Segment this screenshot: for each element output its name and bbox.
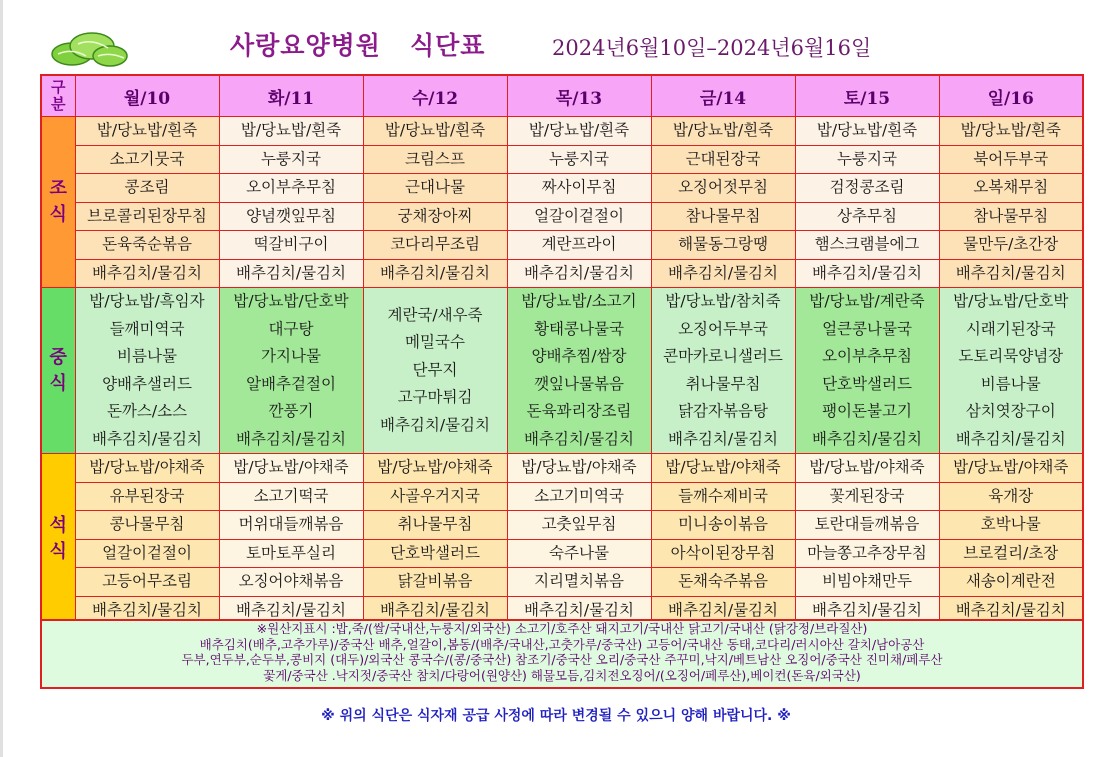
- menu-item: 배추김치/물김치: [811, 429, 923, 448]
- origin-line: 두부,연두부,순두부,콩비지 (대두)/외국산 콩국수/(콩/중국산) 참조기/중국산 오리/중국산 주꾸미,낙지/베트남산 오징어/중국산 진미채/페루산: [181, 652, 943, 667]
- menu-item: 양배추찜/쌈장: [531, 347, 627, 365]
- menu-item: 밥/당뇨밥/흰죽: [363, 117, 507, 146]
- menu-item: 닭갈비볶음: [363, 568, 507, 597]
- menu-item: 들깨수제비국: [651, 482, 795, 511]
- menu-item: 크림스프: [363, 145, 507, 174]
- menu-item: 참나물무침: [939, 202, 1083, 231]
- menu-item: 깻잎나물볶음: [534, 374, 624, 393]
- menu-item: 밥/당뇨밥/야채죽: [651, 454, 795, 483]
- menu-item: 누룽지국: [507, 145, 651, 174]
- day-header: 금/14: [651, 75, 795, 117]
- menu-item: 지리멸치볶음: [507, 568, 651, 597]
- menu-item: 짜사이무침: [507, 174, 651, 203]
- menu-item: 머위대들깨볶음: [219, 511, 363, 540]
- menu-item: 취나물무침: [363, 511, 507, 540]
- menu-item: 북어두부국: [939, 145, 1083, 174]
- menu-item: 밥/당뇨밥/흰죽: [939, 117, 1083, 146]
- menu-item: 토마토푸실리: [219, 539, 363, 568]
- menu-item: 배추김치/물김치: [219, 596, 363, 625]
- menu-item: 비름나물: [980, 374, 1041, 393]
- menu-item: 아삭이된장무침: [651, 539, 795, 568]
- menu-item: 얼갈이겉절이: [75, 539, 219, 568]
- menu-item: 돈육꽈리장조림: [526, 402, 632, 420]
- menu-item: 밥/당뇨밥/소고기: [521, 292, 637, 310]
- menu-item: 물만두/초간장: [939, 231, 1083, 260]
- menu-item: 햄스크램블에그: [795, 231, 939, 260]
- menu-item: 콩나물무침: [75, 511, 219, 540]
- menu-item: 사골우거지국: [363, 482, 507, 511]
- menu-item: 고구마튀김: [397, 388, 473, 407]
- meal-label: 중 식: [41, 288, 75, 454]
- cabbage-leaves-icon: [50, 26, 130, 70]
- day-header: 수/12: [363, 75, 507, 117]
- origin-line: 배추김치(배추,고추가루)/중국산 배추,얼갈이,봄동/(배추/국내산,고춧가루/중국산) 고등어/국내산 동태,코다리/러시아산 갈치/남아공산: [199, 636, 925, 652]
- menu-item: 떡갈비구이: [219, 231, 363, 260]
- menu-item: 배추김치/물김치: [939, 596, 1083, 625]
- day-header: 월/10: [75, 75, 219, 117]
- menu-item: 오징어두부국: [678, 319, 768, 338]
- menu-item: 단무지: [412, 360, 458, 379]
- menu-item: 배추김치/물김치: [507, 259, 651, 288]
- menu-item: 배추김치/물김치: [75, 596, 219, 625]
- origin-line: 꽃게/중국산 .낙지젓/중국산 참치/다랑어(원양산) 해물모듬,김치전오징어/(오징어/페루산),베이컨(돈육/외국산): [263, 667, 861, 683]
- menu-item: 돈까스/소스: [106, 402, 188, 420]
- menu-item: 오이부추무침: [822, 347, 912, 365]
- menu-item: 돈육죽순볶음: [75, 231, 219, 260]
- header: [40, 22, 1084, 72]
- menu-item: 배추김치/물김치: [235, 429, 347, 448]
- menu-item: 밥/당뇨밥/야채죽: [939, 454, 1083, 483]
- menu-item: 호박나물: [939, 511, 1083, 540]
- menu-item: 브로컬리/초장: [939, 539, 1083, 568]
- meal-label: 조 식: [41, 117, 75, 288]
- menu-item: 소고기떡국: [219, 482, 363, 511]
- menu-day-cell: [219, 288, 363, 454]
- menu-item: 밥/당뇨밥/흰죽: [795, 117, 939, 146]
- menu-item: 꽃게된장국: [795, 482, 939, 511]
- menu-item: 배추김치/물김치: [795, 596, 939, 625]
- day-header: 토/15: [795, 75, 939, 117]
- menu-item: 삼치엿장구이: [965, 402, 1056, 420]
- menu-item: 밥/당뇨밥/흰죽: [219, 117, 363, 146]
- menu-item: 밥/당뇨밥/야채죽: [363, 454, 507, 483]
- menu-item: 배추김치/물김치: [363, 259, 507, 288]
- menu-item: 알배추겉절이: [246, 374, 336, 393]
- menu-item: 단호박샐러드: [363, 539, 507, 568]
- menu-item: 참나물무침: [651, 202, 795, 231]
- menu-item: 오징어젓무침: [651, 174, 795, 203]
- menu-item: 마늘쫑고추장무침: [795, 539, 939, 568]
- menu-item: 비름나물: [117, 347, 177, 365]
- menu-item: 도토리묵양념장: [958, 347, 1064, 365]
- menu-item: 밥/당뇨밥/야채죽: [795, 454, 939, 483]
- menu-item: 얼갈이겉절이: [507, 202, 651, 231]
- menu-item: 배추김치/물김치: [363, 596, 507, 625]
- menu-item: 소고기뭇국: [75, 145, 219, 174]
- change-notice: ※ 위의 식단은 식자재 공급 사정에 따라 변경될 수 있으니 양해 바랍니다. ※: [321, 708, 791, 724]
- menu-item: 코다리무조림: [363, 231, 507, 260]
- menu-item: 숙주나물: [507, 539, 651, 568]
- menu-item: 깐풍기: [268, 402, 314, 420]
- menu-item: 들깨미역국: [109, 319, 185, 338]
- menu-item: 비빔야채만두: [795, 568, 939, 597]
- menu-item: 고등어무조림: [75, 568, 219, 597]
- menu-item: 배추김치/물김치: [507, 596, 651, 625]
- menu-item: 오징어야채볶음: [219, 568, 363, 597]
- menu-item: 배추김치/물김치: [523, 429, 635, 448]
- menu-item: 콘마카로니샐러드: [663, 347, 783, 365]
- day-header: 목/13: [507, 75, 651, 117]
- menu-item: 밥/당뇨밥/참치죽: [665, 292, 781, 310]
- menu-item: 근대된장국: [651, 145, 795, 174]
- menu-item: 누룽지국: [219, 145, 363, 174]
- menu-item: 메밀국수: [405, 333, 465, 352]
- menu-item: 배추김치/물김치: [795, 259, 939, 288]
- menu-item: 새송이계란전: [939, 568, 1083, 597]
- menu-day-cell: [939, 288, 1083, 454]
- menu-item: 누룽지국: [795, 145, 939, 174]
- menu-item: 밥/당뇨밥/흰죽: [651, 117, 795, 146]
- menu-item: 밥/당뇨밥/흰죽: [507, 117, 651, 146]
- page-edge: [0, 0, 3, 757]
- menu-item: 돈채숙주볶음: [651, 568, 795, 597]
- menu-item: 궁채장아찌: [363, 202, 507, 231]
- menu-item: 토란대들깨볶음: [795, 511, 939, 540]
- menu-item: 가지나물: [261, 347, 321, 365]
- menu-item: 배추김치/물김치: [651, 596, 795, 625]
- menu-item: 배추김치/물김치: [667, 429, 779, 448]
- menu-day-cell: [75, 288, 219, 454]
- menu-item: 밥/당뇨밥/단호박: [233, 292, 349, 310]
- menu-item: 브로콜리된장무침: [75, 202, 219, 231]
- menu-item: 대구탕: [268, 319, 314, 338]
- menu-item: 시래기된장국: [965, 319, 1056, 338]
- menu-item: 밥/당뇨밥/야채죽: [507, 454, 651, 483]
- menu-item: 오이부추무침: [219, 174, 363, 203]
- origin-line: ※원산지표시 :밥,죽/(쌀/국내산,누룽지/외국산) 소고기/호주산 돼지고기/국내산 닭고기/국내산 (닭강정/브라질산): [256, 621, 868, 636]
- menu-item: 근대나물: [363, 174, 507, 203]
- menu-item: 계란프라이: [507, 231, 651, 260]
- corner-label: 구 분: [41, 75, 75, 117]
- menu-item: 얼큰콩나물국: [822, 319, 912, 338]
- date-range: 2024년6월10일–2024년6월16일: [552, 36, 872, 60]
- origin-notice: [40, 619, 1084, 689]
- menu-item: 배추김치/물김치: [75, 259, 219, 288]
- menu-item: 콩조림: [75, 174, 219, 203]
- menu-item: 계란국/새우죽: [387, 305, 483, 324]
- menu-item: 밥/당뇨밥/단호박: [953, 292, 1069, 310]
- menu-item: 황태콩나물국: [534, 319, 624, 338]
- menu-item: 닭감자볶음탕: [678, 402, 768, 420]
- menu-item: 육개장: [939, 482, 1083, 511]
- menu-day-cell: [795, 288, 939, 454]
- page-title: 사랑요양병원 식단표: [230, 31, 486, 60]
- menu-item: 배추김치/물김치: [219, 259, 363, 288]
- menu-day-cell: [363, 288, 507, 454]
- meal-label: 석 식: [41, 454, 75, 626]
- menu-item: 밥/당뇨밥/야채죽: [75, 454, 219, 483]
- menu-item: 검정콩조림: [795, 174, 939, 203]
- menu-item: 밥/당뇨밥/흰죽: [75, 117, 219, 146]
- menu-item: 고춧잎무침: [507, 511, 651, 540]
- menu-item: 오복채무침: [939, 174, 1083, 203]
- menu-item: 단호박샐러드: [822, 374, 912, 393]
- menu-item: 배추김치/물김치: [651, 259, 795, 288]
- menu-item: 양배추샐러드: [102, 374, 192, 393]
- menu-item: 밥/당뇨밥/계란죽: [809, 292, 925, 310]
- menu-item: 상추무침: [795, 202, 939, 231]
- menu-item: 밥/당뇨밥/야채죽: [219, 454, 363, 483]
- menu-day-cell: [507, 288, 651, 454]
- menu-day-cell: [651, 288, 795, 454]
- day-header: 화/11: [219, 75, 363, 117]
- menu-item: 배추김치/물김치: [379, 415, 491, 434]
- menu-item: 소고기미역국: [507, 482, 651, 511]
- menu-item: 배추김치/물김치: [91, 429, 203, 448]
- menu-item: 배추김치/물김치: [939, 259, 1083, 288]
- menu-item: 미니송이볶음: [651, 511, 795, 540]
- menu-table: [40, 74, 1084, 626]
- menu-item: 취나물무침: [685, 374, 761, 393]
- menu-item: 밥/당뇨밥/흑임자: [89, 292, 205, 310]
- menu-item: 해물동그랑땡: [651, 231, 795, 260]
- menu-item: 팽이돈불고기: [822, 402, 912, 420]
- menu-item: 유부된장국: [75, 482, 219, 511]
- day-header: 일/16: [939, 75, 1083, 117]
- menu-item: 양념깻잎무침: [219, 202, 363, 231]
- menu-item: 배추김치/물김치: [955, 429, 1066, 448]
